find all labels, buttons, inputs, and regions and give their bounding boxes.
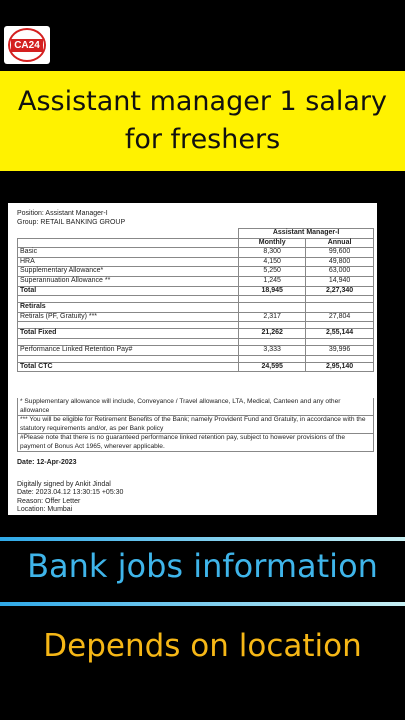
logo-ring [8, 28, 46, 62]
letter-date: Date: 12-Apr-2023 [17, 459, 77, 466]
title-line-2: for freshers [124, 124, 281, 155]
location-banner: Depends on location [43, 628, 362, 664]
divider-line [0, 537, 405, 541]
title-banner [0, 71, 405, 171]
footnotes [17, 398, 374, 452]
logo-text: CA24 [11, 39, 43, 52]
table-row-total-fixed: Total Fixed 21,262 2,55,144 [18, 329, 374, 339]
signature-location: Location: Mumbai [17, 506, 73, 514]
grade-header: Assistant Manager-I [239, 229, 374, 239]
footnote: * Supplementary allowance will include, Conveyance / Travel allowance, LTA, Medical, Canteen and any other allowance [17, 398, 374, 416]
table-row-section: Retirals [18, 303, 374, 313]
group-line: Group: RETAIL BANKING GROUP [17, 219, 126, 226]
signature-reason: Reason: Offer Letter [17, 497, 81, 505]
signed-by: Digitally signed by Ankit Jindal [17, 481, 111, 488]
col-annual: Annual [306, 238, 374, 248]
table-row-total-ctc: Total CTC 24,595 2,95,140 [18, 362, 374, 372]
title-line-1: Assistant manager 1 salary [17, 86, 388, 117]
offer-letter-document [8, 203, 377, 515]
footnote: #Please note that there is no guaranteed performance linked retention pay, subject to however provisions of the payment of Bonus Act 1965, wherever applicable. [17, 434, 374, 452]
title-text [18, 83, 387, 159]
salary-table [17, 228, 374, 372]
bank-jobs-banner: Bank jobs information [27, 547, 378, 585]
table-row: HRA 4,150 49,800 [18, 257, 374, 267]
divider-line [0, 602, 405, 606]
position-line: Position: Assistant Manager-I [17, 210, 108, 217]
table-row: Basic 8,300 99,600 [18, 248, 374, 258]
table-row: Supplementary Allowance* 5,250 63,000 [18, 267, 374, 277]
ca24-logo [4, 26, 50, 64]
table-row-total: Total 18,945 2,27,340 [18, 286, 374, 296]
table-row: Performance Linked Retention Pay# 3,333 39,996 [18, 345, 374, 355]
signature-date: Date: 2023.04.12 13:30:15 +05:30 [17, 489, 124, 497]
footnote: *** You will be eligible for Retirement Benefits of the Bank; namely Provident Fund and Gratuity, in accordance with the statutory requirements and/or, as per Bank policy [17, 416, 374, 434]
table-row: Retirals (PF, Gratuity) *** 2,317 27,804 [18, 312, 374, 322]
digital-signature [17, 481, 123, 515]
table-row: Superannuation Allowance ** 1,245 14,940 [18, 276, 374, 286]
col-monthly: Monthly [239, 238, 306, 248]
